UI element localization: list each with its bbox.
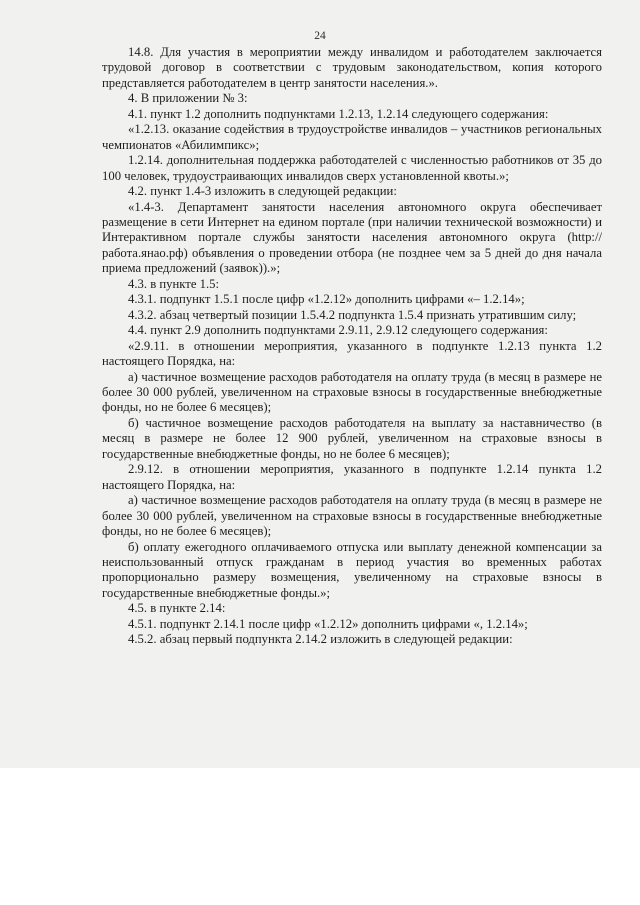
paragraph-2-9-11: «2.9.11. в отношении мероприятия, указанного в подпункте 1.2.13 пункта 1.2 настоящего Порядка, на: — [102, 338, 602, 369]
paragraph-4-5-1: 4.5.1. подпункт 2.14.1 после цифр «1.2.12» дополнить цифрами «, 1.2.14»; — [128, 616, 528, 631]
paragraph-14-8: 14.8. Для участия в мероприятии между инвалидом и работодателем заключается трудовой договор в соответствии с трудовым законодательством, копия которого представляется работодателем в центр занятости населения.». — [102, 45, 602, 90]
paragraph-4-4: 4.4. пункт 2.9 дополнить подпунктами 2.9.11, 2.9.12 следующего содержания: — [128, 323, 548, 338]
paragraph-1-4-3: «1.4-3. Департамент занятости населения автономного округа обеспечивает размещение в сети Интернет на едином портале (при наличии технической возможности) и Интерактивном портале службы занятости населения автономного округа (http://работа.янао.рф) объявления о проведении отбора (не позднее чем за 5 дней до дня начала приема предложений (заявок)).»; — [102, 199, 602, 276]
paragraph-2-9-12-a: а) частичное возмещение расходов работодателя на оплату труда (в месяц в размере не более 30 000 рублей, увеличенном на страховые взносы в государственные внебюджетные фонды, но не более 6 месяцев); — [102, 493, 602, 539]
paragraph-4-5-2: 4.5.2. абзац первый подпункта 2.14.2 изложить в следующей редакции: — [128, 632, 513, 647]
page-number: 24 — [314, 30, 326, 42]
paragraph-1-2-13: «1.2.13. оказание содействия в трудоустройстве инвалидов – участников региональных чемпионатов «Абилимпикс»; — [102, 122, 602, 152]
paragraph-4-3-1: 4.3.1. подпункт 1.5.1 после цифр «1.2.12» дополнить цифрами «– 1.2.14»; — [128, 292, 525, 307]
paragraph-2-9-11-b: б) частичное возмещение расходов работодателя на выплату за наставничество (в месяц в размере не более 12 900 рублей, увеличенном на страховые взносы в государственные внебюджетные фонды, но не более 6 месяцев); — [102, 415, 602, 461]
paragraph-2-9-12-b: б) оплату ежегодного оплачиваемого отпуска или выплату денежной компенсации за неиспользованный отпуск гражданам в период участия во временных работах пропорционально размеру возмещения, увеличенному на страховые взносы в государственные внебюджетные фонды.»; — [102, 539, 602, 600]
document-body — [102, 45, 602, 648]
paragraph-4-1: 4.1. пункт 1.2 дополнить подпунктами 1.2.13, 1.2.14 следующего содержания: — [128, 106, 549, 121]
paragraph-4-3: 4.3. в пункте 1.5: — [128, 276, 220, 291]
paragraph-4-3-2: 4.3.2. абзац четвертый позиции 1.5.4.2 подпункта 1.5.4 признать утратившим силу; — [128, 307, 577, 322]
paragraph-4: 4. В приложении № 3: — [128, 91, 248, 106]
paragraph-1-2-14: 1.2.14. дополнительная поддержка работодателей с численностью работников от 35 до 100 человек, трудоустраивающих инвалидов сверх установленной квоты.»; — [102, 153, 602, 183]
paragraph-2-9-11-a: а) частичное возмещение расходов работодателя на оплату труда (в месяц в размере не более 30 000 рублей, увеличенном на страховые взносы в государственные внебюджетные фонды, но не более 6 месяцев); — [102, 369, 602, 415]
paragraph-4-5: 4.5. в пункте 2.14: — [128, 601, 226, 616]
paragraph-4-2: 4.2. пункт 1.4-3 изложить в следующей редакции: — [128, 184, 397, 199]
paragraph-2-9-12: 2.9.12. в отношении мероприятия, указанного в подпункте 1.2.14 пункта 1.2 настоящего Порядка, на: — [102, 462, 602, 492]
